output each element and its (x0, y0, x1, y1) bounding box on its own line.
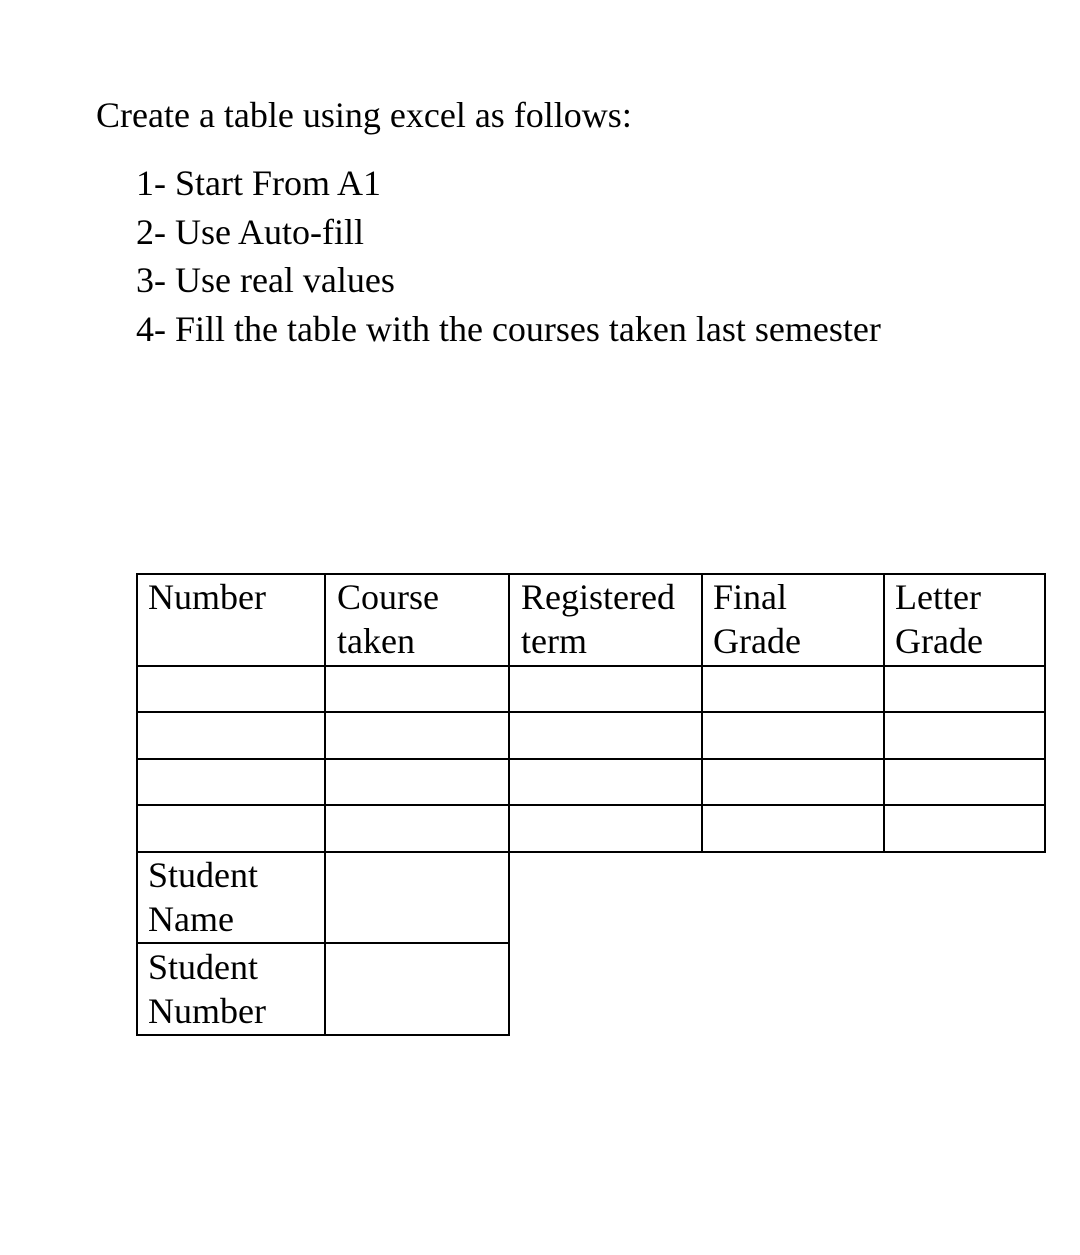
header-final-grade (713, 575, 801, 663)
header-registered-term-line2: term (521, 621, 587, 661)
student-name-label (148, 853, 258, 941)
step-item: 3- Use real values (136, 260, 395, 300)
student-number-label (148, 945, 266, 1033)
student-name-value-cell (326, 853, 508, 942)
header-letter-grade-line1: Letter (895, 577, 981, 617)
step-item: 4- Fill the table with the courses taken last semester (136, 308, 881, 349)
student-number-value-cell (326, 944, 508, 1034)
header-number-label: Number (148, 577, 266, 617)
header-course-taken-line1: Course (337, 577, 439, 617)
header-course-taken (337, 575, 439, 663)
header-number (148, 575, 266, 619)
header-registered-term (521, 575, 675, 663)
student-name-label-line1: Student (148, 855, 259, 895)
header-final-grade-line2: Grade (713, 621, 801, 661)
step-item: 2- Use Auto-fill (136, 211, 364, 252)
student-number-label-line1: Student (148, 947, 259, 987)
header-course-taken-line2: taken (337, 621, 415, 661)
header-registered-term-line1: Registered (521, 577, 675, 617)
student-name-label-line2: Name (148, 899, 234, 939)
header-letter-grade-line2: Grade (895, 621, 983, 661)
step-item: 1- Start From A1 (136, 163, 382, 203)
header-final-grade-line1: Final (713, 577, 788, 617)
student-number-label-line2: Number (148, 991, 266, 1031)
header-letter-grade (895, 575, 983, 663)
instructions-intro: Create a table using excel as follows: (96, 95, 632, 135)
